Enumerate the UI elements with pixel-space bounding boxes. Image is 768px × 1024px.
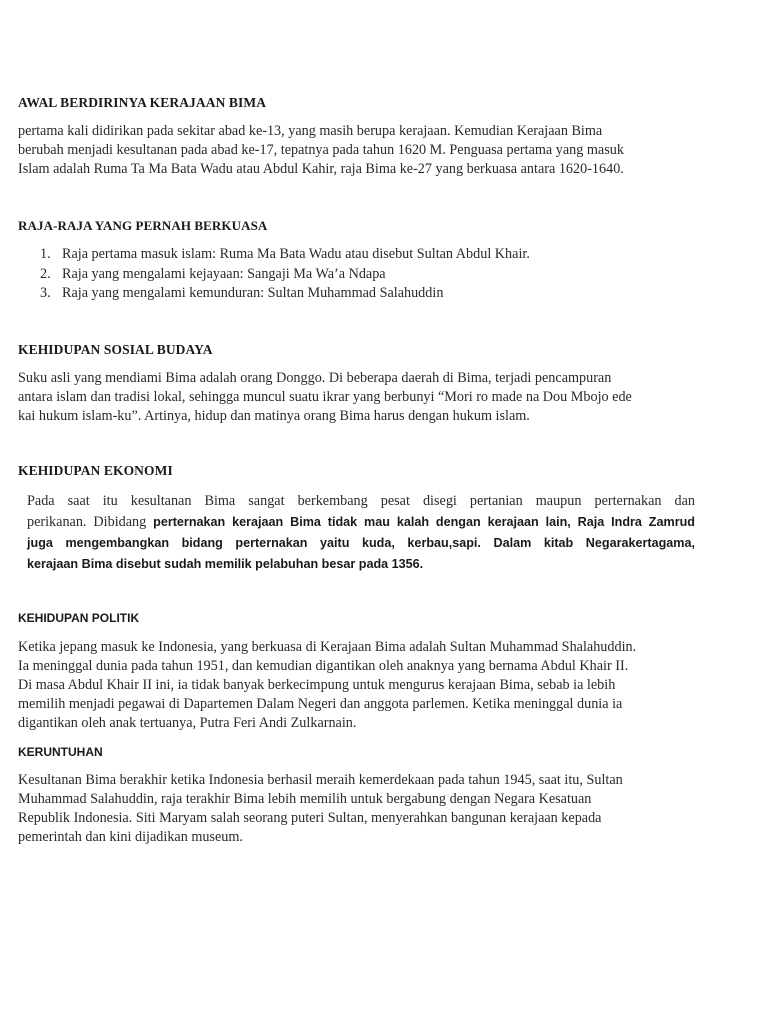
raja-list <box>40 245 530 304</box>
heading-raja-raja: RAJA-RAJA YANG PERNAH BERKUASA <box>18 218 268 233</box>
heading-awal-berdirinya: AWAL BERDIRINYA KERAJAAN BIMA <box>18 95 267 110</box>
paragraph-sosial-budaya <box>18 369 632 426</box>
text-run: perikanan. Dibidang <box>27 513 154 530</box>
bold-text-run: perternakan kerajaan Bima tidak mau kalah dengan kerajaan lain, Raja Indra Zamrud <box>153 514 695 529</box>
paragraph-awal-berdirinya <box>18 122 624 179</box>
text-line: kai hukum islam-ku”. Artinya, hidup dan matinya orang Bima harus dengan hukum islam. <box>18 408 530 424</box>
list-number: 3. <box>40 285 51 301</box>
paragraph-politik <box>18 638 636 733</box>
text-line <box>27 512 695 534</box>
list-number: 1. <box>40 246 51 262</box>
heading-keruntuhan: KERUNTUHAN <box>18 745 103 759</box>
list-number: 2. <box>40 265 51 282</box>
text-line: pemerintah dan kini dijadikan museum. <box>18 829 243 845</box>
paragraph-ekonomi <box>27 491 695 574</box>
heading-ekonomi: KEHIDUPAN EKONOMI <box>18 463 173 478</box>
list-item <box>40 284 530 304</box>
text-line: kerajaan Bima disebut sudah memilik pelabuhan besar pada 1356. <box>27 556 424 571</box>
text-line: antara islam dan tradisi lokal, sehingga muncul suatu ikrar yang berbunyi “Mori ro made na Dou Mbojo ede <box>18 389 632 405</box>
text-line: Pada saat itu kesultanan Bima sangat berkembang pesat disegi pertanian maupun perternakan dan <box>27 493 695 509</box>
text-line: Ia meninggal dunia pada tahun 1951, dan kemudian digantikan oleh anaknya yang bernama Abdul Khair II. <box>18 658 629 674</box>
paragraph-keruntuhan <box>18 771 623 847</box>
text-line: Ketika jepang masuk ke Indonesia, yang berkuasa di Kerajaan Bima adalah Sultan Muhammad Shalahuddin. <box>18 639 637 655</box>
list-item-text: Raja yang mengalami kejayaan: Sangaji Ma Wa’a Ndapa <box>62 265 386 282</box>
text-line: Islam adalah Ruma Ta Ma Bata Wadu atau Abdul Kahir, raja Bima ke-27 yang berkuasa antara 1620-1640. <box>18 161 624 177</box>
text-line: Kesultanan Bima berakhir ketika Indonesia berhasil meraih kemerdekaan pada tahun 1945, saat itu, Sultan <box>18 772 623 788</box>
heading-sosial-budaya: KEHIDUPAN SOSIAL BUDAYA <box>18 342 213 357</box>
text-line: Republik Indonesia. Siti Maryam salah seorang puteri Sultan, menyerahkan bangunan kerajaan kepada <box>18 810 602 826</box>
text-line: Muhammad Salahuddin, raja terakhir Bima lebih memilih untuk bergabung dengan Negara Kesatuan <box>18 791 592 807</box>
text-line: Suku asli yang mendiami Bima adalah orang Donggo. Di beberapa daerah di Bima, terjadi pencampuran <box>18 370 612 386</box>
text-line: pertama kali didirikan pada sekitar abad ke-13, yang masih berupa kerajaan. Kemudian Kerajaan Bima <box>18 123 603 139</box>
text-line: juga mengembangkan bidang perternakan yaitu kuda, kerbau,sapi. Dalam kitab Negarakertagama, <box>27 536 695 550</box>
text-line: berubah menjadi kesultanan pada abad ke-17, tepatnya pada tahun 1620 M. Penguasa pertama yang masuk <box>18 142 624 158</box>
heading-politik: KEHIDUPAN POLITIK <box>18 611 140 625</box>
list-item <box>40 265 530 285</box>
text-line: memilih menjadi pegawai di Dapartemen Dalam Negeri dan anggota parlemen. Ketika meninggal dunia ia <box>18 696 623 712</box>
text-line: digantikan oleh anak tertuanya, Putra Feri Andi Zulkarnain. <box>18 715 357 731</box>
list-item-text: Raja yang mengalami kemunduran: Sultan Muhammad Salahuddin <box>62 285 444 301</box>
text-line: Di masa Abdul Khair II ini, ia tidak banyak berkecimpung untuk mengurus kerajaan Bima, sebab ia lebih <box>18 677 616 693</box>
list-item <box>40 245 530 265</box>
list-item-text: Raja pertama masuk islam: Ruma Ma Bata Wadu atau disebut Sultan Abdul Khair. <box>62 246 530 262</box>
